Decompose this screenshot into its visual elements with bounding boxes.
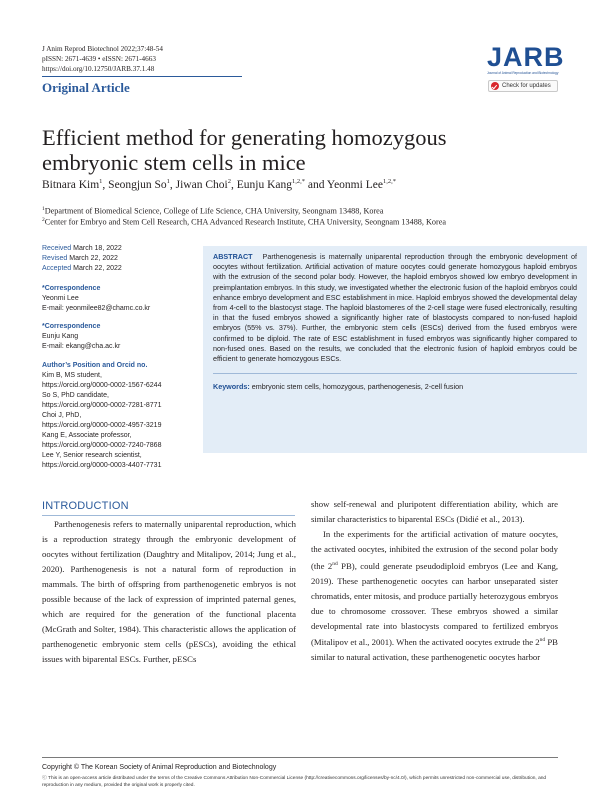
correspondence-block bbox=[42, 284, 150, 314]
body-column-right bbox=[311, 497, 558, 665]
abstract-paragraph bbox=[213, 252, 577, 364]
correspondence-heading: *Correspondence bbox=[42, 323, 101, 330]
abstract-box bbox=[203, 246, 587, 453]
author-name: Bitnara Kim bbox=[42, 178, 100, 191]
orcid-link[interactable]: https://orcid.org/0000-0002-7240-7868 bbox=[42, 442, 162, 449]
author-orcid-block bbox=[42, 361, 161, 471]
article-type-divider bbox=[42, 76, 242, 77]
check-updates-icon bbox=[491, 82, 499, 90]
body-paragraph: In the experiments for the artificial activation of mature oocytes, the activated oocytes, inhibited the extrusion of the second polar body (the 2nd PB), could generate pseudodiploid embryos (Lee and Kang, 2019). These parthenogenetic oocytes can harbor unseparated sister chromatids, enter mitosis, and produce partially heterozygous embryos due to chromosome crossover. These embryos showed a similar developmental rate into blastocysts compared to fertilized embryos (Mitalipov et al., 2001). When the activated oocytes extrude the 2nd PB similar to natural activation, these parthenogenetic oocytes harbor bbox=[311, 528, 559, 663]
accepted-date: Accepted March 22, 2022 bbox=[42, 265, 122, 272]
journal-issn: pISSN: 2671-4639 • eISSN: 2671-4663 bbox=[42, 55, 156, 63]
article-title-line-1: Efficient method for generating homozygous bbox=[42, 125, 447, 150]
orcid-line: Choi J, PhD, bbox=[42, 412, 82, 419]
author-affiliation-mark: 1 bbox=[99, 178, 103, 185]
journal-doi-link[interactable]: https://doi.org/10.12750/JARB.37.1.48 bbox=[42, 65, 155, 73]
check-for-updates-button[interactable] bbox=[488, 80, 558, 92]
correspondence-email[interactable]: E-mail: ekang@cha.ac.kr bbox=[42, 343, 121, 350]
affiliation-mark: 2 bbox=[42, 217, 45, 223]
orcid-line: Lee Y, Senior research scientist, bbox=[42, 452, 142, 459]
orcid-link[interactable]: https://orcid.org/0000-0003-4407-7731 bbox=[42, 462, 162, 469]
body-column-left bbox=[42, 517, 296, 667]
body-paragraph: show self-renewal and pluripotent differentiation ability, which are similar characteristics to biparental ESCs (Didié et al., 2013). bbox=[311, 499, 558, 524]
abstract-heading: ABSTRACT bbox=[213, 252, 253, 261]
journal-logo-text: JARB bbox=[487, 42, 565, 72]
affiliation-text: Department of Biomedical Science, College of Life Science, CHA University, Seongnam 13488, Korea bbox=[44, 206, 384, 216]
introduction-heading: INTRODUCTION bbox=[42, 500, 129, 512]
journal-info bbox=[42, 44, 163, 74]
orcid-line: Kim B, MS student, bbox=[42, 372, 102, 379]
keywords bbox=[213, 382, 577, 392]
correspondence-block bbox=[42, 322, 120, 352]
article-title-line-2: embryonic stem cells in mice bbox=[42, 150, 306, 175]
body-paragraph: Parthenogenesis refers to maternally uniparental reproduction, which is a reproduction strategy through the embryonic development of oocytes without fertilization (Daughtry and Mitalipov, 2014; Jung et al., 2020). Parthenogenesis is not a natural form of reproduction in mammals. The birth of offspring from parthenogenetic embryos is not possible because of the lack of expression of imprinted paternal genes, which are required for the generation of the functional placenta (McGrath and Solter, 1984). This characteristic allows the application of parthenogenetic embryonic stem cells (pESCs), avoiding the ethical issues with biparental ESCs. Further, pESCs bbox=[42, 519, 296, 664]
correspondence-heading: *Correspondence bbox=[42, 285, 101, 292]
footer-divider bbox=[42, 757, 558, 758]
correspondence-email[interactable]: E-mail: yeonmilee82@chamc.co.kr bbox=[42, 305, 151, 312]
cc-icon: ⓒ bbox=[42, 776, 49, 781]
copyright-notice: Copyright © The Korean Society of Animal Reproduction and Biotechnology bbox=[42, 764, 277, 771]
received-date: Received March 18, 2022 bbox=[42, 245, 122, 252]
license-notice bbox=[42, 775, 558, 789]
journal-logo-subtitle: Journal of Animal Reproduction and Biotechnology bbox=[487, 71, 559, 75]
affiliation-text: Center for Embryo and Stem Cell Research, CHA Advanced Research Institute, CHA University, Seongnam 13488, Korea bbox=[44, 217, 446, 227]
revised-date: Revised March 22, 2022 bbox=[42, 255, 118, 262]
correspondence-name: Eunju Kang bbox=[42, 333, 79, 340]
license-text: This is an open-access article distributed under the terms of the Creative Commons Attribution Non-Commercial License (http://creativecommons.org/licenses/by-nc/4.0/), which permits unrestricted non-commercial use, distribution, and reproduction in any medium, provided the original work is properly cited. bbox=[42, 776, 547, 788]
journal-citation: J Anim Reprod Biotechnol 2022;37:48-54 bbox=[42, 45, 163, 53]
abstract-divider bbox=[213, 373, 577, 374]
orcid-line: So S, PhD candidate, bbox=[42, 392, 109, 399]
affiliation-mark: 1 bbox=[42, 206, 45, 212]
check-updates-label: Check for updates bbox=[502, 83, 551, 89]
keywords-text: embryonic stem cells, homozygous, parthenogenesis, 2-cell fusion bbox=[251, 382, 464, 392]
orcid-link[interactable]: https://orcid.org/0000-0002-1567-6244 bbox=[42, 382, 162, 389]
author-affiliation-mark: 2 bbox=[227, 178, 231, 185]
keywords-heading: Keywords: bbox=[213, 382, 250, 392]
author-affiliation-mark: 1 bbox=[166, 178, 170, 185]
author-affiliation-mark: 1,2,* bbox=[382, 178, 396, 185]
author-affiliation-mark: 1,2,* bbox=[291, 178, 305, 185]
abstract-text: Parthenogenesis is maternally uniparental reproduction through the embryonic development of oocytes without fertilization. Artificial activation of mature oocytes could generate homozygous haploid embryos with the extrusion of the second polar body. However, the haploid embryos showed low embryo development in preimplantation embryos. In this study, we investigated whether the electronic fusion of the haploid embryos could enhance embryo development and ESC establishment in mice. Haploid embryos showed the developmental delay from 4-cell to the blastocyst stage. The haploid blastomeres of the 2-cell stage were fused electronically, resulting in that the fused embryos showed a significantly higher rate of blastocysts compared to non-fused haploid embryos (55% vs. 37%). Further, the embryonic stem cells (ESCs) derived from the fused embryos were confirmed to be diploid. The rate of ESC establishment in fused embryos was significantly higher compared to non-fused ones. Based on the results, we concluded that the electronic fusion of haploid embryos could be efficient to generate homozygous ESCs. bbox=[213, 252, 577, 364]
journal-logo bbox=[487, 42, 565, 76]
article-dates bbox=[42, 244, 122, 274]
orcid-link[interactable]: https://orcid.org/0000-0002-4957-3219 bbox=[42, 422, 162, 429]
article-title bbox=[42, 125, 562, 175]
article-type: Original Article bbox=[42, 80, 130, 95]
correspondence-name: Yeonmi Lee bbox=[42, 295, 79, 302]
author-name: Eunju Kang bbox=[236, 178, 292, 191]
orcid-heading: Author’s Position and Orcid no. bbox=[42, 362, 148, 369]
author-name: Yeonmi Lee bbox=[326, 178, 383, 191]
author-list: Bitnara Kim$^1$, Seongjun So$^1$, Jiwan Choi$^2$, Eunju Kang$^{1,2,*}$ and Yeonmi Lee$^{1,2,*}$ bbox=[42, 178, 396, 191]
author-name: Jiwan Choi bbox=[175, 178, 228, 191]
introduction-divider bbox=[42, 515, 295, 516]
orcid-line: Kang E, Associate professor, bbox=[42, 432, 132, 439]
orcid-link[interactable]: https://orcid.org/0000-0002-7281-8771 bbox=[42, 402, 162, 409]
author-name: Seongjun So bbox=[108, 178, 167, 191]
affiliation bbox=[42, 215, 572, 228]
